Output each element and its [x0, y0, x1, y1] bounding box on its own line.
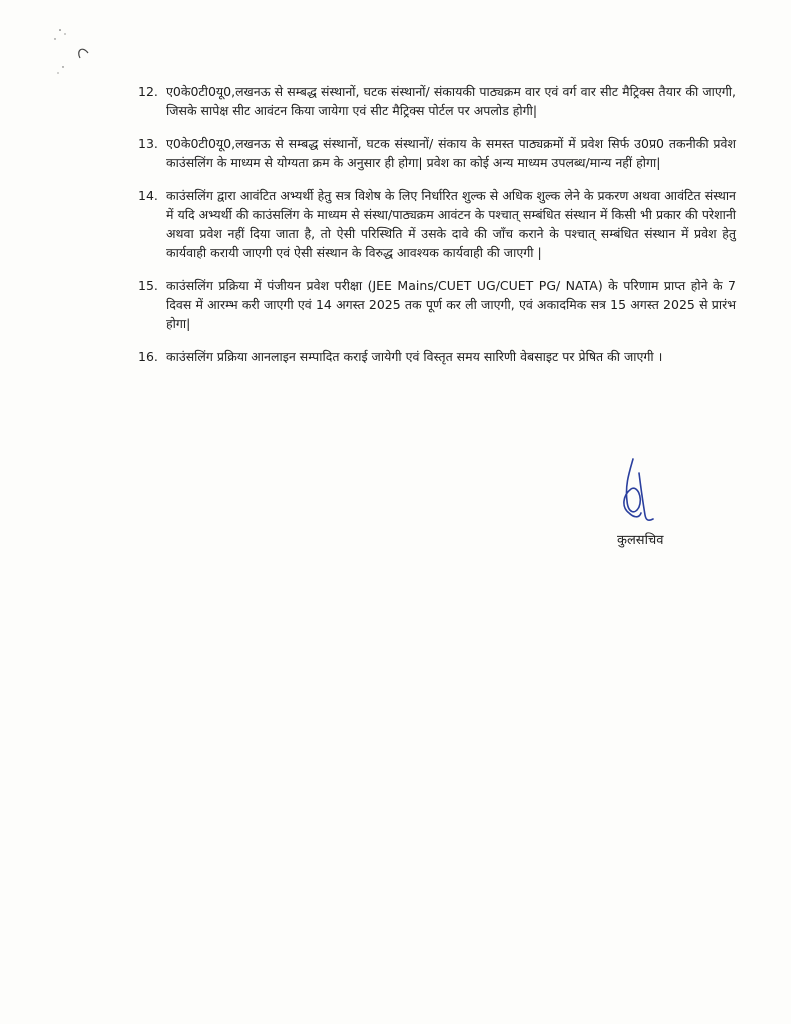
item-number: 16. [138, 349, 158, 364]
item-text: काउंसलिंग प्रक्रिया में पंजीयन प्रवेश परीक्षा (JEE Mains/CUET UG/CUET PG/ NATA) के परिणाम प्राप्त होने के 7 दिवस में आरम्भ करी जाएगी एवं 14 अगस्त 2025 तक पूर्ण कर ली जाएगी, एवं अकादमिक सत्र 15 अगस्त 2025 से प्रारंभ होगा| [166, 278, 736, 331]
signature-block [605, 455, 715, 550]
item-text: काउंसलिंग द्वारा आवंटित अभ्यर्थी हेतु सत्र विशेष के लिए निर्धारित शुल्क से अधिक शुल्क लेने के प्रकरण अथवा आवंटित संस्थान में यदि अभ्यर्थी की काउंसलिंग के माध्यम से संस्था/पाठ्यक्रम आवंटन के पश्चात् सम्बंधित संस्थान में किसी भी प्रकार की परेशानी अथवा प्रवेश नहीं दिया जाता है, तो ऐसी परिस्थिति में उसके दावे की जाँच कराने के पश्चात् सम्बंधित संस्थान में प्रवेश हेतु कार्यवाही करायी जाएगी एवं ऐसी संस्थान के विरुद्ध आवश्यक कार्यवाही की जाएगी | [166, 188, 736, 260]
list-item [138, 276, 736, 333]
item-text: काउंसलिंग प्रक्रिया आनलाइन सम्पादित कराई जायेगी एवं विस्तृत समय सारिणी वेबसाइट पर प्रेषित की जाएगी । [166, 349, 663, 364]
scan-marks [40, 25, 100, 85]
list-item [138, 347, 736, 366]
list-item [138, 186, 736, 262]
list-item [138, 82, 736, 120]
item-text: ए0के0टी0यू0,लखनऊ से सम्बद्ध संस्थानों, घटक संस्थानों/ संकायकी पाठ्यक्रम वार एवं वर्ग वार सीट मैट्रिक्स तैयार की जाएगी, जिसके सापेक्ष सीट आवंटन किया जायेगा एवं सीट मैट्रिक्स पोर्टल पर अपलोड होगी| [166, 84, 736, 118]
document-body [138, 82, 736, 380]
item-number: 12. [138, 84, 158, 99]
item-number: 15. [138, 278, 158, 293]
item-number: 13. [138, 136, 158, 151]
item-text: ए0के0टी0यू0,लखनऊ से सम्बद्ध संस्थानों, घटक संस्थानों/ संकाय के समस्त पाठ्यक्रमों में प्रवेश सिर्फ उ0प्र0 तकनीकी प्रवेश काउंसलिंग के माध्यम से योग्यता क्रम के अनुसार ही होगा| प्रवेश का कोई अन्य माध्यम उपलब्ध/मान्य नहीं होगा| [166, 136, 736, 170]
signatory-title: कुलसचिव [617, 533, 664, 548]
signature-image [605, 455, 715, 535]
list-item [138, 134, 736, 172]
item-number: 14. [138, 188, 158, 203]
